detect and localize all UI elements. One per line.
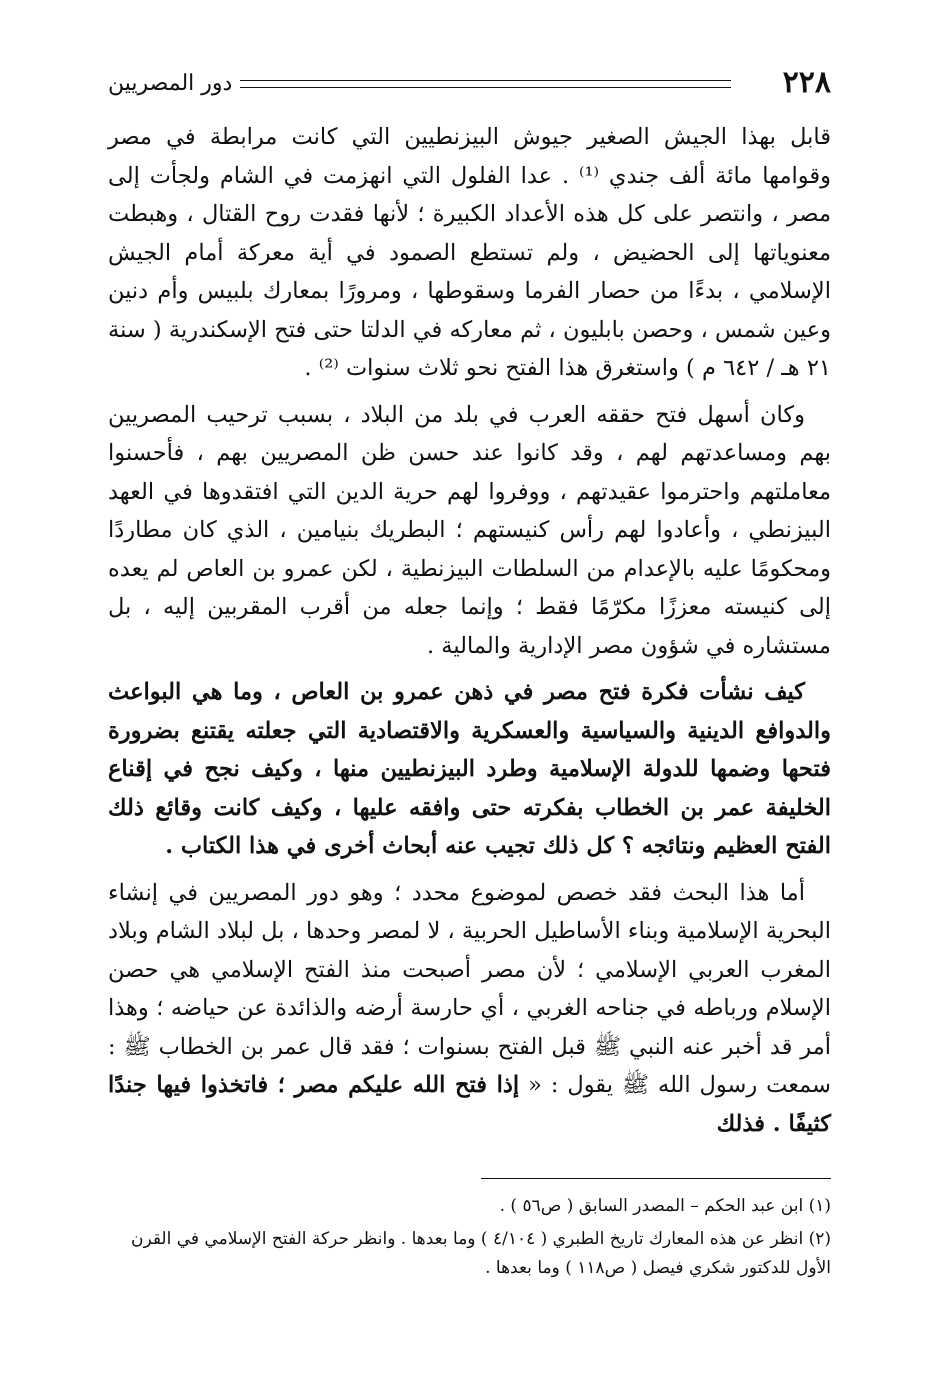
footnotes [108, 1192, 831, 1283]
footnote-separator [481, 1178, 831, 1179]
running-header [108, 62, 831, 104]
paragraph-3-bold: كيف نشأت فكرة فتح مصر في ذهن عمرو بن العاص ، وما هي البواعث والدوافع الدينية والسياسية والعسكرية والاقتصادية التي جعلته يقتنع بضرورة فتحها وضمها للدولة الإسلامية وطرد البيزنطيين منها ، وكيف نجح في إقناع الخليفة عمر بن الخطاب بفكرته حتى وافقه عليها ، وكيف كانت وقائع ذلك الفتح العظيم ونتائجه ؟ كل ذلك تجيب عنه أبحاث أخرى في هذا الكتاب . [108, 679, 831, 859]
paragraph-4 [108, 874, 831, 1144]
hadith-quote: إذا فتح الله عليكم مصر ؛ فاتخذوا فيها جندًا كثيفًا . فذلك [108, 1072, 831, 1137]
footnote-2: (٢) انظر عن هذه المعارك تاريخ الطبري ( ٤/١٠٤ ) وما بعدها . وانظر حركة الفتح الإسلامي في القرن الأول للدكتور شكري فيصل ( ص١١٨ ) وما بعدها . [130, 1229, 831, 1278]
paragraph-1: قابل بهذا الجيش الصغير جيوش البيزنطيين التي كانت مرابطة في مصر وقوامها مائة ألف جندي ⁽¹⁾ . عدا الفلول التي انهزمت في الشام ولجأت إلى مصر ، وانتصر على كل هذه الأعداد الكبيرة ؛ لأنها فقدت روح القتال ، وهبطت معنوياتها إلى الحضيض ، ولم تستطع الصمود في أية معركة أمام الجيش الإسلامي ، بدءًا من حصار الفرما وسقوطها ، ومرورًا بمعارك بلبيس وأم دنين وعين شمس ، وحصن بابليون ، ثم معاركه في الدلتا حتى فتح الإسكندرية ( سنة ٢١ هـ / ٦٤٢ م ) واستغرق هذا الفتح نحو ثلاث سنوات ⁽²⁾ . [108, 124, 831, 381]
page-number: ٢٢٨ [782, 65, 831, 100]
paragraph-4-text: أما هذا البحث فقد خصص لموضوع محدد ؛ وهو دور المصريين في إنشاء البحرية الإسلامية وبناء الأساطيل الحربية ، لا لمصر وحدها ، بل لبلاد الشام وبلاد المغرب العربي الإسلامي ؛ لأن مصر أصبحت منذ الفتح الإسلامي هي حصن الإسلام ورباطه في جناحه الغربي ، أي حارسة أرضه والذائدة عن حياضه ؛ وهذا أمر قد أخبر عنه النبي ﷺ قبل الفتح بسنوات ؛ فقد قال عمر بن الخطاب ﷺ : سمعت رسول الله ﷺ يقول : « [108, 879, 831, 1098]
header-double-rule [240, 80, 731, 88]
footnote-1: (١) ابن عبد الحكم – المصدر السابق ( ص٥٦ ) . [499, 1196, 831, 1216]
paragraph-2: وكان أسهل فتح حققه العرب في بلد من البلاد ، بسبب ترحيب المصريين بهم ومساعدتهم لهم ، وقد كانوا عند حسن ظن المصريين بهم ، فأحسنوا معاملتهم واحترموا عقيدتهم ، ووفروا لهم حرية الدين التي افتقدوها في العهد البيزنطي ، وأعادوا لهم رأس كنيستهم ؛ البطريك بنيامين ، الذي كان مطاردًا ومحكومًا عليه بالإعدام من السلطات البيزنطية ، لكن عمرو بن العاص لم يعده إلى كنيسته معززًا مكرّمًا فقط ؛ وإنما جعله من أقرب المقربين إليه ، بل مستشاره في شؤون مصر الإدارية والمالية . [108, 401, 831, 659]
running-title: دور المصريين [108, 71, 233, 96]
body-text [108, 118, 831, 1143]
